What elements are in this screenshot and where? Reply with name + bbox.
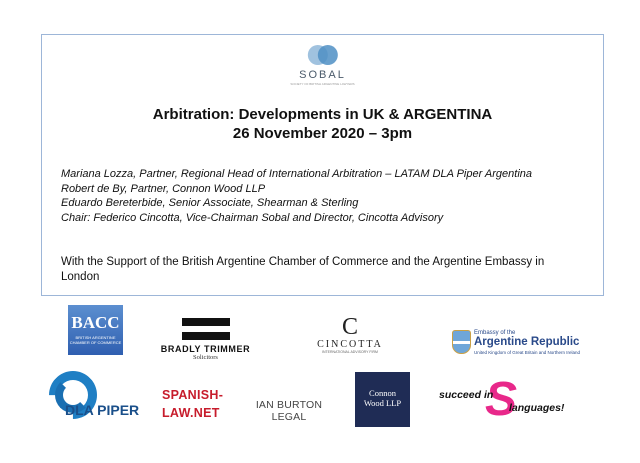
speaker-line: Robert de By, Partner, Connon Wood LLP xyxy=(61,182,266,195)
cincotta-sub: INTERNATIONAL ADVISORY FIRM xyxy=(322,350,378,354)
ian-line1: IAN BURTON xyxy=(255,399,323,411)
cincotta-logo xyxy=(310,315,390,354)
speaker-line: Eduardo Bereterbide, Senior Associate, Shearman & Sterling xyxy=(61,197,359,209)
ian-burton-logo xyxy=(254,399,324,423)
support-text: With the Support of the British Argentine Chamber of Commerce and the Argentine Embassy in London xyxy=(61,256,545,283)
speaker-list xyxy=(61,167,581,225)
connon-line1: Connon xyxy=(369,388,396,398)
bradly-sub: Solicitors xyxy=(193,354,218,361)
argentina-shield-icon xyxy=(452,330,471,354)
succeed-in-languages-logo xyxy=(437,373,577,426)
sobal-name: SOBAL xyxy=(299,69,346,81)
bacc-logo xyxy=(68,305,123,355)
embassy-logo xyxy=(452,330,602,360)
spanish-line2: LAW.NET xyxy=(162,406,220,420)
embassy-line2: Argentine Republic xyxy=(474,336,580,348)
cincotta-mark-icon: C xyxy=(341,314,358,340)
ian-line2: LEGAL xyxy=(271,411,307,423)
sobal-tagline: SOCIETY OF BRITISH ARGENTINE LAWYERS xyxy=(290,82,355,86)
embassy-line1: Embassy of the xyxy=(474,330,516,336)
chair-line: Chair: Federico Cincotta, Vice-Chairman Sobal and Director, Cincotta Advisory xyxy=(61,211,444,224)
bacc-name: BACC xyxy=(71,313,120,332)
connon-wood-logo xyxy=(355,372,410,427)
spanish-line1: SPANISH- xyxy=(162,388,224,402)
connon-line2: Wood LLP xyxy=(363,398,402,408)
embassy-line3: United Kingdom of Great Britain and Northern Ireland xyxy=(474,350,581,355)
bacc-sub: BRITISH ARGENTINE CHAMBER OF COMMERCE xyxy=(69,335,122,345)
bradly-bars-icon xyxy=(182,318,230,340)
event-card xyxy=(41,34,604,296)
cincotta-name: CINCOTTA xyxy=(317,339,383,350)
event-date: 26 November 2020 – 3pm xyxy=(232,125,413,142)
sobal-rings-icon xyxy=(307,45,337,67)
bradly-name: BRADLY TRIMMER xyxy=(160,344,251,354)
succeed-word2: languages! xyxy=(509,402,565,414)
bradly-trimmer-logo xyxy=(158,318,253,361)
spanish-law-logo xyxy=(162,386,223,422)
event-heading xyxy=(42,105,603,143)
event-title: Arbitration: Developments in UK & ARGENTINA xyxy=(152,106,493,123)
dla-name: DLA PIPER xyxy=(65,402,140,418)
succeed-s-letter: S xyxy=(485,373,518,426)
succeed-word1: succeed in xyxy=(439,389,494,401)
sobal-logo xyxy=(290,45,354,86)
speaker-line: Mariana Lozza, Partner, Regional Head of International Arbitration – LATAM DLA Piper Argentina xyxy=(61,168,533,180)
dla-piper-logo xyxy=(49,371,140,421)
